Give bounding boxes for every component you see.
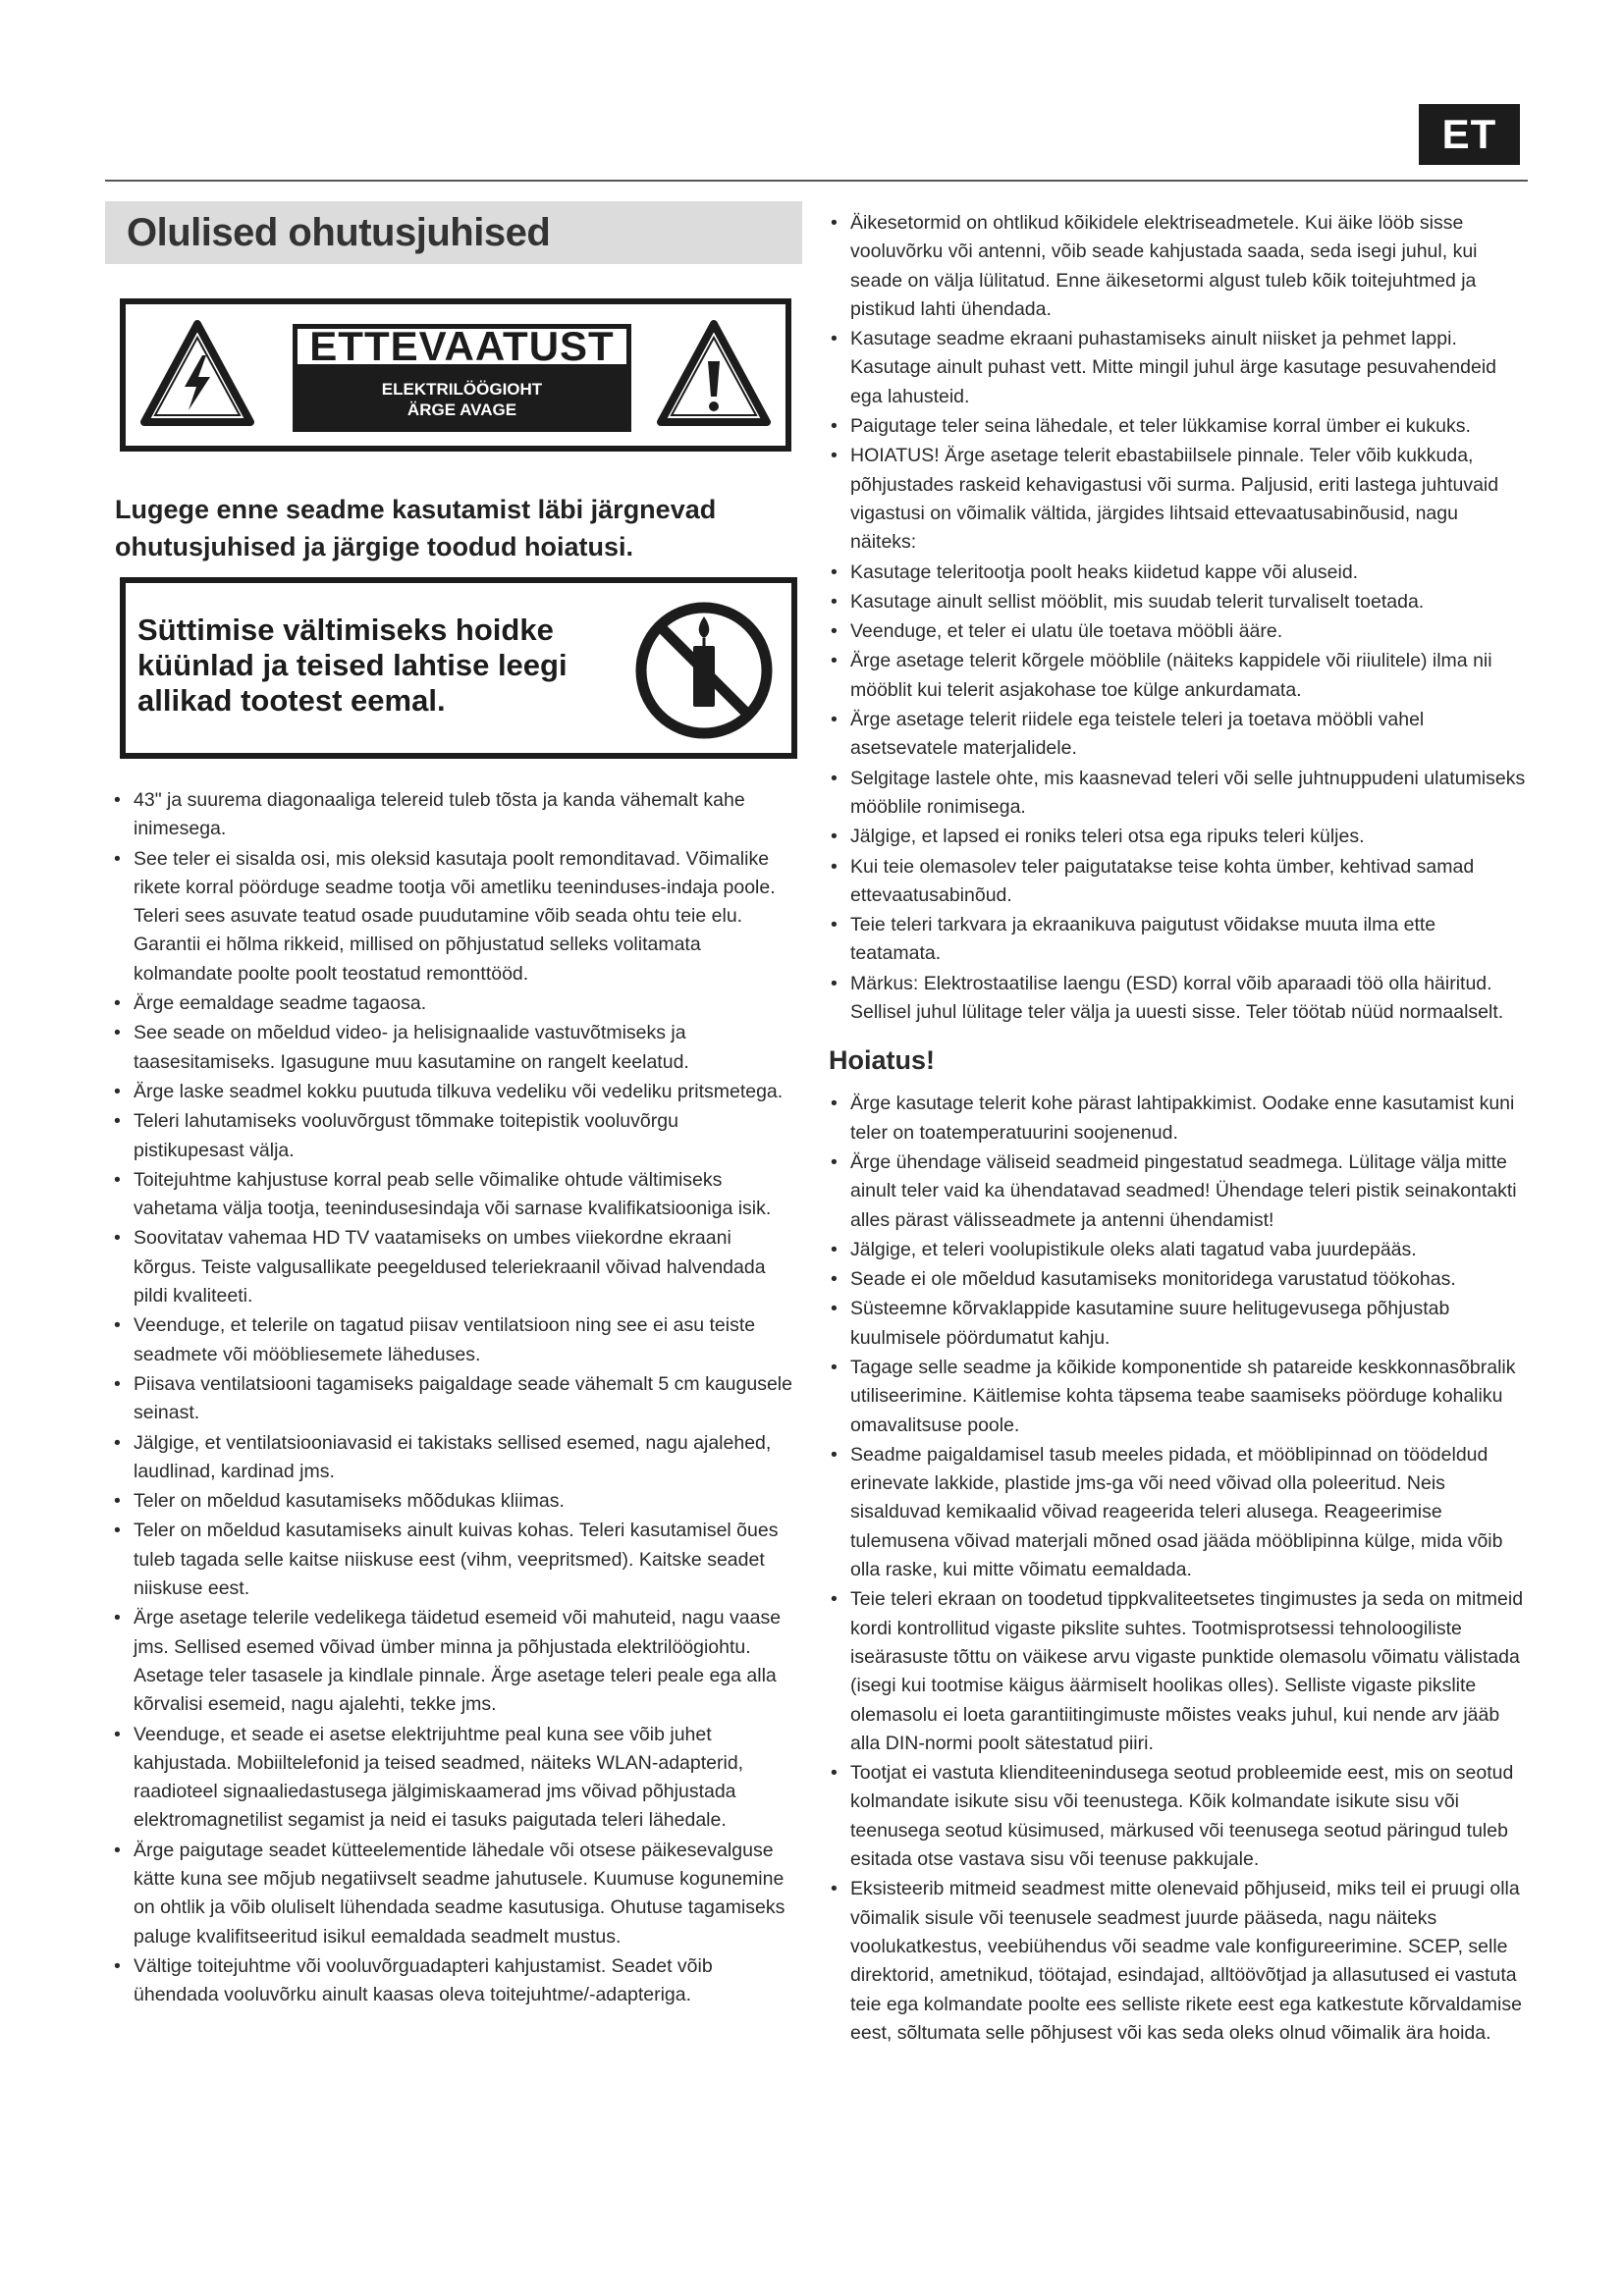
- list-item: • Paigutage teler seina lähedale, et teler lükkamise korral ümber ei kukuks.: [828, 412, 1527, 441]
- list-item: • Äikesetormid on ohtlikud kõikidele elektriseadmetele. Kui äike lööb sisse vooluvõrku või antenni, võib seade kahjustada saada, seda isegi juhul, kui seade on välja lülitatud. Enne äikesetormi algust tuleb kõik toitejuhtmed ja pistikud lahti ühendada.: [828, 209, 1527, 324]
- caution-text-block: [293, 324, 631, 432]
- fire-safety-text: Süttimise vältimiseks hoidke küünlad ja teised lahtise leegi allikad tootest eemal.: [137, 613, 568, 718]
- list-item: • HOIATUS! Ärge asetage telerit ebastabiilsele pinnale. Teler võib kukkuda, põhjustades raskeid kehavigastusi või surma. Paljusid, eriti lastega juhtuvaid vigastusi on võimalik vältida, järgides lihtsaid ettevaatusabinõusid, nagu näiteks:: [828, 442, 1527, 557]
- caution-line-1: ELEKTRILÖÖGIOHT: [381, 380, 543, 399]
- caution-title: ETTEVAATUST: [293, 324, 631, 369]
- list-item: • Eksisteerib mitmeid seadmest mitte olenevaid põhjuseid, miks teil ei pruugi olla võimalik sisule või teenusele seadmest juurde pääseda, nagu näiteks voolukatkestus, veebiühendus või seadme vale konfigureerimine. SCEP, selle direktorid, ametnikud, töötajad, esindajad, alltöövõtjad ja allasutused ei vastuta teie ega kolmandate poolte ees selliste rikete eest ega katkestute kõrvaldamise eest, sõltumata selle põhjusest või kas seda oleks olnud võimalik ära hoida.: [828, 1875, 1527, 2048]
- list-item: • Toitejuhtme kahjustuse korral peab selle võimalike ohtude vältimiseks vahetama välja tootja, teenindusesindaja või sarnase kvalifikatsiooniga isik.: [111, 1166, 793, 1224]
- warning-list: [828, 1090, 1527, 2048]
- list-item: • Veenduge, et seade ei asetse elektrijuhtme peal kuna see võib juhet kahjustada. Mobiiltelefonid ja teised seadmed, näiteks WLAN-adapterid, raadioteel signaaliedastusega jälgimiskaamerad jms võivad põhjustada elektromagnetilist segamist ja neid ei tasuks paigutada teleri lähedale.: [111, 1721, 793, 1836]
- left-column: [111, 786, 793, 2010]
- intro-text: Lugege enne seadme kasutamist läbi järgnevad ohutusjuhised ja järgige toodud hoiatusi.: [115, 495, 717, 561]
- list-item: • Ärge asetage telerit kõrgele mööblile (näiteks kappidele või riiulitele) ilma nii mööblit kui telerit asjakohase toe külge ankurdamata.: [828, 647, 1527, 705]
- list-item: • 43" ja suurema diagonaaliga telereid tuleb tõsta ja kanda vähemalt kahe inimesega.: [111, 786, 793, 844]
- list-item: • Ärge asetage telerit riidele ega teistele teleri ja toetava mööbli vahel asetsevatele materjalidele.: [828, 706, 1527, 764]
- list-item: • Kui teie olemasolev teler paigutatakse teise kohta ümber, kehtivad samad ettevaatusabinõud.: [828, 853, 1527, 911]
- list-item: • Kasutage teleritootja poolt heaks kiidetud kappe või aluseid.: [828, 559, 1527, 587]
- caution-label: [120, 298, 791, 452]
- list-item: • Jälgige, et lapsed ei roniks teleri otsa ega ripuks teleri küljes.: [828, 823, 1527, 851]
- list-item: • Vältige toitejuhtme või vooluvõrguadapteri kahjustamist. Seadet võib ühendada vooluvõrku ainult kaasas oleva toitejuhtme/-adapteriga.: [111, 1952, 793, 2010]
- list-item: • Seadme paigaldamisel tasub meeles pidada, et mööblipinnad on töödeldud erinevate lakkide, plastide jms-ga või need võivad olla poleeritud. Neis sisalduvad kemikaalid võivad reageerida teleri alusega. Reageerimise tulemusena võivad materjali mõned osad jääda mööblipinna külge, mida võib olla raske, kui mitte võimatu eemaldada.: [828, 1441, 1527, 1584]
- list-item: • Tagage selle seadme ja kõikide komponentide sh patareide keskkonnasõbralik utiliseerimine. Käitlemise kohta täpsema teabe saamiseks pöörduge kohaliku omavalitsuse poole.: [828, 1354, 1527, 1440]
- title-bar: [105, 201, 802, 264]
- caution-subtext: [293, 369, 631, 432]
- right-safety-list: [828, 209, 1527, 1027]
- list-item: • Seade ei ole mõeldud kasutamiseks monitoridega varustatud töökohas.: [828, 1265, 1527, 1294]
- no-open-flame-icon: [632, 599, 776, 742]
- list-item: • Teler on mõeldud kasutamiseks mõõdukas kliimas.: [111, 1487, 793, 1516]
- left-safety-list: [111, 786, 793, 2009]
- list-item: • See teler ei sisalda osi, mis oleksid kasutaja poolt remonditavad. Võimalike rikete korral pöörduge seadme tootja või ametliku teeninduses-indaja poole. Teleri sees asuvate teatud osade puudutamine võib seada ohtu teie elu. Garantii ei hõlma rikkeid, millised on põhjustatud selleks volitamata kolmandate poolte poolt teostatud remonttööd.: [111, 845, 793, 988]
- list-item: • Piisava ventilatsiooni tagamiseks paigaldage seade vähemalt 5 cm kaugusele seinast.: [111, 1370, 793, 1428]
- list-item: • Süsteemne kõrvaklappide kasutamine suure helitugevusega põhjustab kuulmisele pöördumatut kahju.: [828, 1295, 1527, 1353]
- header-rule: [105, 180, 1528, 182]
- warning-heading: Hoiatus!: [829, 1045, 935, 1076]
- list-item: • Ärge laske seadmel kokku puutuda tilkuva vedeliku või vedeliku pritsmetega.: [111, 1078, 793, 1106]
- list-item: • Ärge kasutage telerit kohe pärast lahtipakkimist. Oodake enne kasutamist kuni teler on toatemperatuurini soojenenud.: [828, 1090, 1527, 1148]
- list-item: • Ärge ühendage väliseid seadmeid pingestatud seadmega. Lülitage välja mitte ainult teler vaid ka ühendatavad seadmed! Ühendage teleri pistik seinakontakti alles pärast välisseadmete ja antenni ühendamist!: [828, 1148, 1527, 1235]
- list-item: • Märkus: Elektrostaatilise laengu (ESD) korral võib aparaadi töö olla häiritud. Sellisel juhul lülitage teler välja ja uuesti sisse. Teler töötab nüüd normaalselt.: [828, 970, 1527, 1028]
- list-item: • Veenduge, et telerile on tagatud piisav ventilatsioon ning see ei asu teiste seadmete või mööbliesemete läheduses.: [111, 1311, 793, 1369]
- list-item: • Teie teleri ekraan on toodetud tippkvaliteetsetes tingimustes ja seda on mitmeid kordi kontrollitud vigaste pikslite suhtes. Tootmisprotsessi tehnoloogiliste iseärasuste tõttu on väikese arvu vigaste punktide olemasolu võimatu välistada (isegi kui tootmise käigus äärmiselt hoolikas olles). Selliste vigaste pikslite olemasolu ei loeta garantiitingimuste mõistes veaks juhul, kui nende arv jääb alla DIN-normi poolt sätestatud piiri.: [828, 1585, 1527, 1758]
- list-item: • Kasutage ainult sellist mööblit, mis suudab telerit turvaliselt toetada.: [828, 588, 1527, 616]
- right-column: [828, 209, 1527, 2049]
- language-badge: ET: [1419, 104, 1520, 165]
- page-title: Olulised ohutusjuhised: [127, 210, 551, 254]
- list-item: • Jälgige, et ventilatsiooniavasid ei takistaks sellised esemed, nagu ajalehed, laudlinad, kardinad jms.: [111, 1429, 793, 1487]
- list-item: • Ärge asetage telerile vedelikega täidetud esemeid või mahuteid, nagu vaase jms. Sellised esemed võivad ümber minna ja põhjustada elektrilöögiohtu. Asetage teler tasasele ja kindlale pinnale. Ärge asetage teleri peale ega alla kõrvalisi esemeid, nagu ajalehti, tekke jms.: [111, 1604, 793, 1719]
- list-item: • Teie teleri tarkvara ja ekraanikuva paigutust võidakse muuta ilma ette teatamata.: [828, 911, 1527, 969]
- electric-shock-warning-icon: [139, 318, 255, 428]
- exclamation-warning-icon: [656, 318, 772, 428]
- list-item: • Teleri lahutamiseks vooluvõrgust tõmmake toitepistik vooluvõrgu pistikupesast välja.: [111, 1107, 793, 1165]
- fire-safety-notice: [120, 577, 797, 759]
- caution-line-2: ÄRGE AVAGE: [406, 400, 517, 419]
- list-item: • See seade on mõeldud video- ja helisignaalide vastuvõtmiseks ja taasesitamiseks. Igasugune muu kasutamine on rangelt keelatud.: [111, 1019, 793, 1077]
- list-item: • Jälgige, et teleri voolupistikule oleks alati tagatud vaba juurdepääs.: [828, 1236, 1527, 1264]
- list-item: • Ärge eemaldage seadme tagaosa.: [111, 989, 793, 1018]
- list-item: • Tootjat ei vastuta klienditeenindusega seotud probleemide eest, mis on seotud kolmandate isikute sisu või teenustega. Kõik kolmandate isikute sisu või teenusega seotud küsimused, märkused või teenusega seotud päringud tuleb esitada otse vastava sisu või teenuse pakkujale.: [828, 1759, 1527, 1874]
- list-item: • Kasutage seadme ekraani puhastamiseks ainult niisket ja pehmet lappi. Kasutage ainult puhast vett. Mitte mingil juhul ärge kasutage pesuvahendeid ega lahusteid.: [828, 325, 1527, 411]
- list-item: • Soovitatav vahemaa HD TV vaatamiseks on umbes viiekordne ekraani kõrgus. Teiste valgusallikate peegeldused teleriekraanil võivad halvendada pildi kvaliteeti.: [111, 1224, 793, 1310]
- list-item: • Teler on mõeldud kasutamiseks ainult kuivas kohas. Teleri kasutamisel õues tuleb tagada selle kaitse niiskuse eest (vihm, veepritsmed). Kaitske seadet niiskuse eest.: [111, 1517, 793, 1603]
- list-item: • Ärge paigutage seadet kütteelementide lähedale või otsese päikesevalguse kätte kuna see mõjub negatiivselt seadme jahutusele. Kuumuse kogunemine on ohtlik ja võib oluliselt lühendada seadme kasutusiga. Ohutuse tagamiseks paluge kvalifitseeritud isikul eemaldada seadmelt mustus.: [111, 1837, 793, 1951]
- list-item: • Selgitage lastele ohte, mis kaasnevad teleri või selle juhtnuppudeni ulatumiseks mööblile ronimisega.: [828, 765, 1527, 823]
- list-item: • Veenduge, et teler ei ulatu üle toetava mööbli ääre.: [828, 617, 1527, 646]
